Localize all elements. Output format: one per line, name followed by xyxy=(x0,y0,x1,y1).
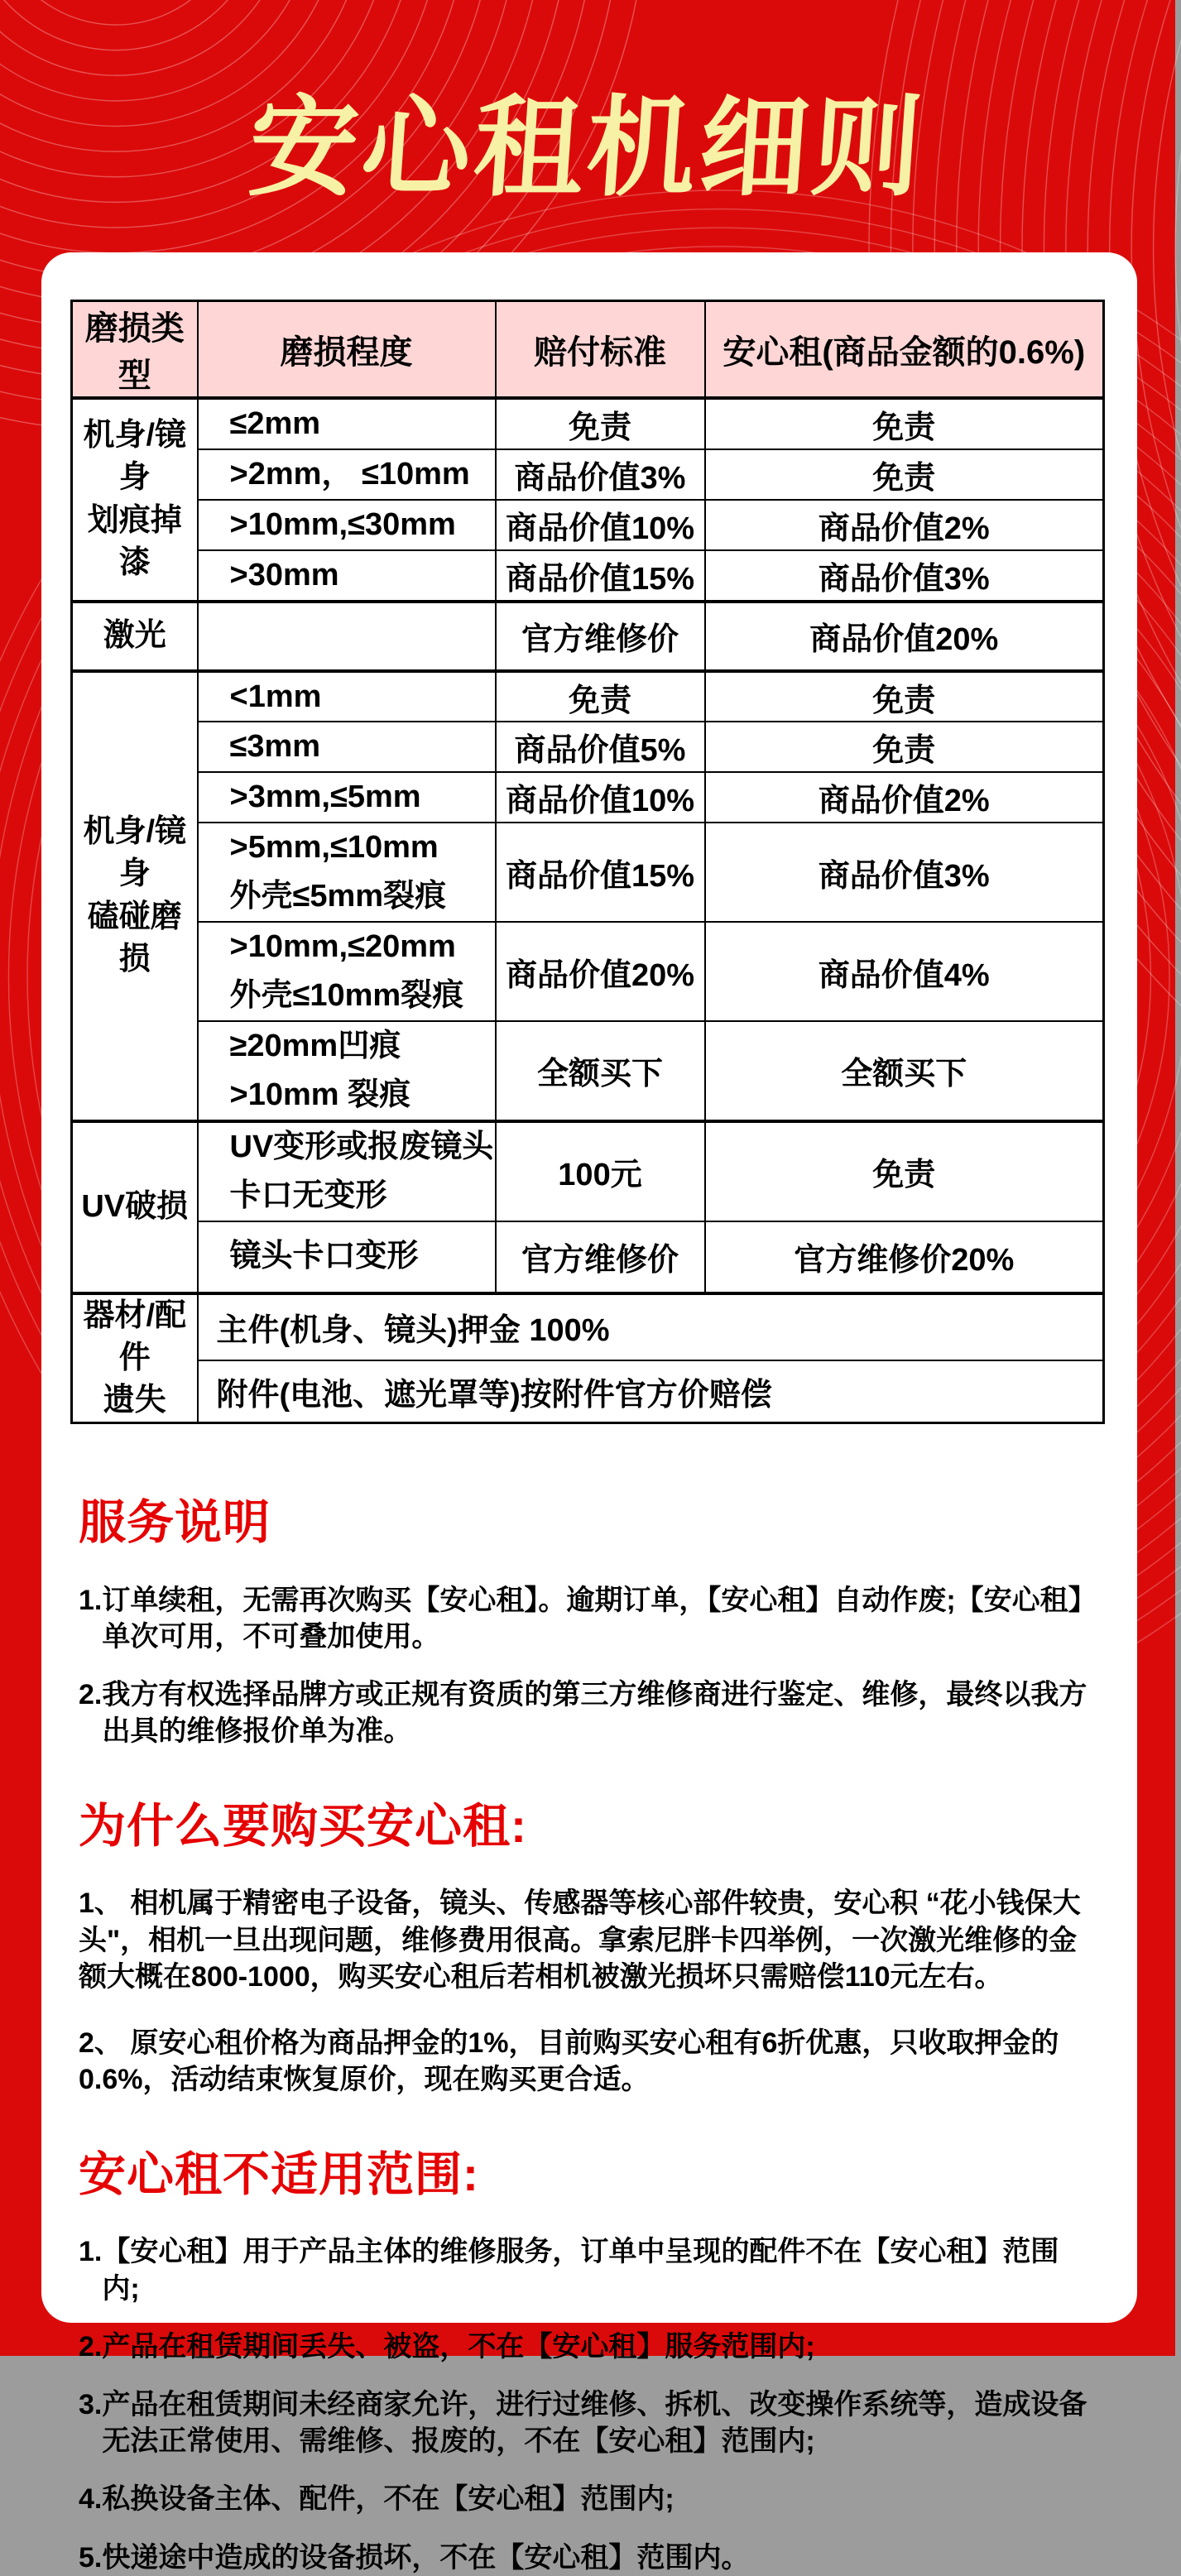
table-row: 机身/镜身 划痕掉漆 ≤2mm 免责 免责 xyxy=(72,398,1104,449)
col-header-wear-type: 磨损类型 xyxy=(72,301,198,399)
compensation-table xyxy=(70,300,1105,1424)
table-row: 镜头卡口变形 官方维修价 官方维修价20% xyxy=(72,1221,1104,1293)
page-title: 安心租机细则 xyxy=(245,87,929,209)
why-paragraph: 2、 原安心租价格为商品押金的1%，目前购买安心租有6折优惠，只收取押金的0.6%，活动结束恢复原价，现在购买更合适。 xyxy=(79,2027,1059,2096)
group-label-bump: 机身/镜身 磕碰磨损 xyxy=(72,671,198,1121)
col-header-standard: 赔付标准 xyxy=(496,301,705,399)
table-header-row xyxy=(72,301,1104,399)
scope-item: 2. 产品在租赁期间丢失、被盗，不在【安心租】服务范围内; xyxy=(79,2330,815,2363)
table-row: >2mm， ≤10mm 商品价值3% 免责 xyxy=(72,449,1104,500)
group-label-laser: 激光 xyxy=(72,602,198,671)
table-row: >10mm,≤20mm 外壳≤10mm裂痕 商品价值20% 商品价值4% xyxy=(72,922,1104,1021)
table-row: 附件(电池、遮光罩等)按附件官方价赔偿 xyxy=(72,1360,1104,1423)
table-row: UV破损 UV变形或报废镜头 卡口无变形 100元 免责 xyxy=(72,1121,1104,1221)
why-paragraph: 1、 相机属于精密电子设备，镜头、传感器等核心部件较贵，安心积 “花小钱保大头"，相机一旦出现问题，维修费用很高。拿索尼胖卡四举例，一次激光维修的金额大概在800-1000，购买安心租后若相机被激光损坏只需赔偿110元左右。 xyxy=(79,1888,1081,1993)
content-card xyxy=(41,252,1137,2574)
table-row: ≥20mm凹痕 >10mm 裂痕 全额买下 全额买下 xyxy=(72,1021,1104,1121)
table-row: >30mm 商品价值15% 商品价值3% xyxy=(72,550,1104,602)
scope-item: 3. 产品在租赁期间未经商家允许，进行过维修、拆机、改变操作系统等，造成设备无法正常使用、需维修、报废的，不在【安心租】范围内; xyxy=(79,2389,1087,2458)
table-row: ≤3mm 商品价值5% 免责 xyxy=(72,722,1104,772)
service-item: 1. 订单续租，无需再次购买【安心租】。逾期订单，【安心租】自动作废;【安心租】单次可用，不可叠加使用。 xyxy=(79,1584,1083,1653)
scope-item: 1. 【安心租】用于产品主体的维修服务，订单中呈现的配件不在【安心租】范围内; xyxy=(79,2236,1059,2305)
scope-heading: 安心租不适用范围: xyxy=(79,2148,479,2202)
scope-item: 5. 快递途中造成的设备损坏，不在【安心租】范围内。 xyxy=(79,2541,750,2574)
service-item: 2. 我方有权选择品牌方或正规有资质的第三方维修商进行鉴定、维修，最终以我方出具的维修报价单为准。 xyxy=(79,1678,1087,1748)
table-row: 机身/镜身 磕碰磨损 <1mm 免责 免责 xyxy=(72,671,1104,722)
table-row: >10mm,≤30mm 商品价值10% 商品价值2% xyxy=(72,500,1104,550)
why-heading: 为什么要购买安心租: xyxy=(79,1800,527,1854)
col-header-wear-degree: 磨损程度 xyxy=(198,301,496,399)
group-label-uv: UV破损 xyxy=(72,1121,198,1293)
text-sections xyxy=(41,1492,1137,2575)
group-label-scratch: 机身/镜身 划痕掉漆 xyxy=(72,398,198,602)
table-row: 器材/配件 遗失 主件(机身、镜头)押金 100% xyxy=(72,1293,1104,1360)
col-header-anxin: 安心租(商品金额的0.6%) xyxy=(705,301,1104,399)
table-row: >3mm,≤5mm 商品价值10% 商品价值2% xyxy=(72,772,1104,823)
service-heading: 服务说明 xyxy=(79,1496,271,1550)
group-label-loss: 器材/配件 遗失 xyxy=(72,1293,198,1423)
table-row: >5mm,≤10mm 外壳≤5mm裂痕 商品价值15% 商品价值3% xyxy=(72,823,1104,922)
scope-item: 4. 私换设备主体、配件，不在【安心租】范围内; xyxy=(79,2483,675,2516)
table-row: 激光 官方维修价 商品价值20% xyxy=(72,602,1104,671)
